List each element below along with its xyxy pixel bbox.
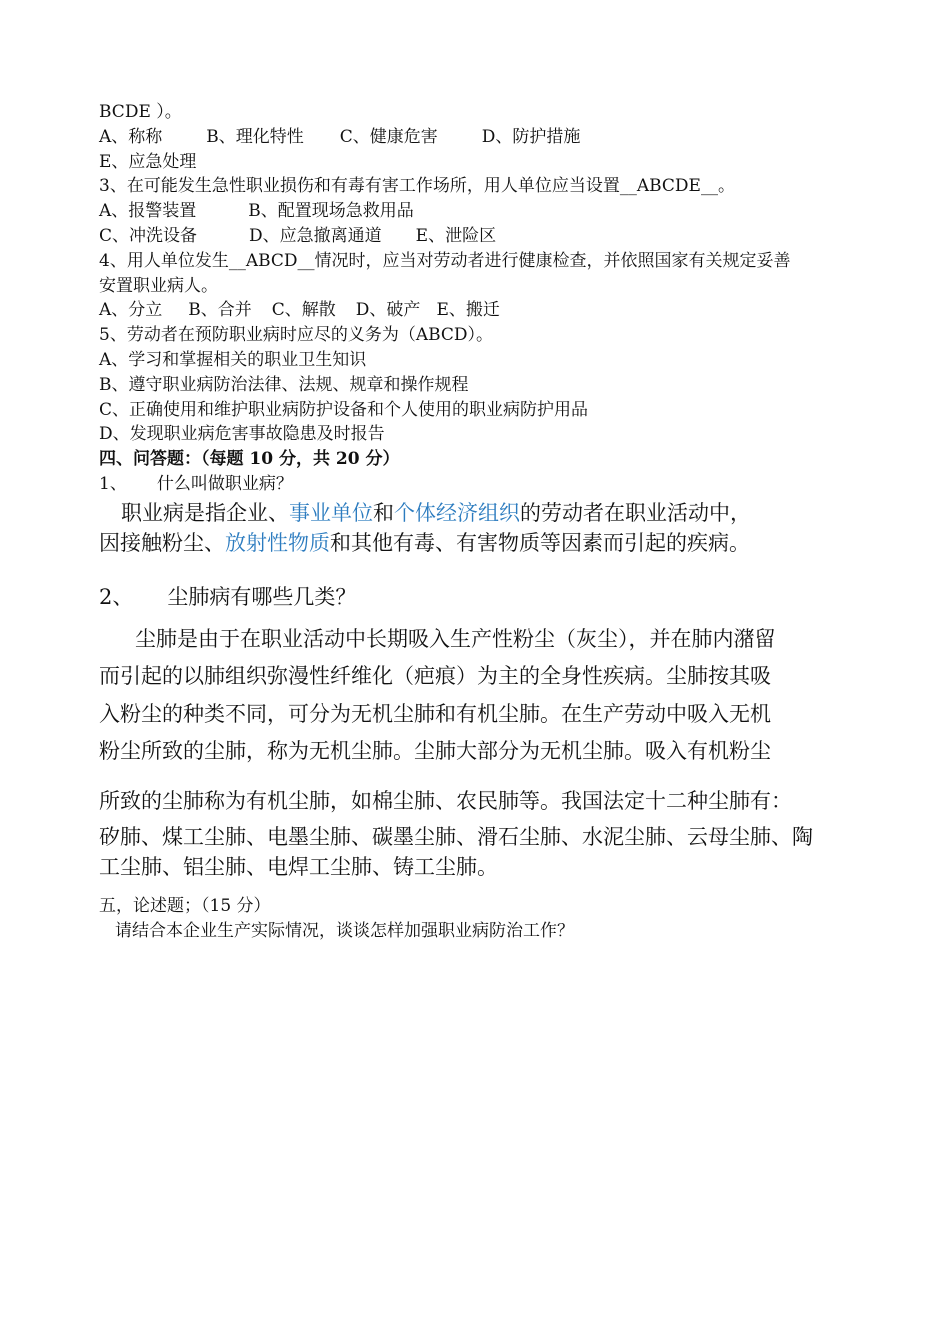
q3-option-b: B、配置现场急救用品 [248,201,414,222]
link-fangshexing-wuzhi[interactable]: 放射性物质 [225,530,330,555]
q2-option-e: E、应急处理 [99,151,197,172]
qa2-answer-line: 尘肺是由于在职业活动中长期吸入生产性粉尘（灰尘），并在肺内潴留 [135,626,776,651]
qa1-answer-text: 和 [373,500,394,525]
q3-text: 3、在可能发生急性职业损伤和有毒有害工作场所，用人单位应当设置__ABCDE__。 [99,176,735,197]
q2-tail: BCDE ）。 [99,102,182,122]
q3-option-c: C、冲洗设备 [99,225,198,246]
qa2-answer-line: 粉尘所致的尘肺，称为无机尘肺。尘肺大部分为无机尘肺。吸入有机粉尘 [99,739,771,764]
q2-option-d: D、防护措施 [481,126,581,147]
q3-options-row2 [99,224,869,249]
qa1-question-row [99,472,869,497]
q4-option-e: E、搬迁 [436,300,500,321]
qa1-answer-line2 [99,528,869,558]
qa2-answer [99,621,869,883]
section4-heading: 四、问答题：（每题 10 分，共 20 分） [99,449,400,470]
qa1-question: 什么叫做职业病？ [156,473,293,494]
qa2-answer-line: 所致的尘肺称为有机尘肺，如棉尘肺、农民肺等。我国法定十二种尘肺有： [99,788,792,813]
document-page [99,100,869,944]
q4-option-b: B、合并 [188,300,252,321]
q3-options-row1 [99,199,869,224]
qa2-question-row [99,582,869,612]
qa1-answer [99,498,869,528]
q4-option-c: C、解散 [271,300,336,321]
q5-option-b: B、遵守职业病防治法律、法规、规章和操作规程 [99,374,469,395]
q2-options-row1 [99,125,869,150]
qa2-answer-line: 矽肺、煤工尘肺、电墨尘肺、碳墨尘肺、滑石尘肺、水泥尘肺、云母尘肺、陶 [99,825,813,850]
qa1-answer-text: 的劳动者在职业活动中， [520,500,751,525]
q2-option-a: A、称称 [99,126,163,147]
q5-option-c: C、正确使用和维护职业病防护设备和个人使用的职业病防护用品 [99,399,589,420]
section5-question: 请结合本企业生产实际情况，谈谈怎样加强职业病防治工作？ [115,921,574,942]
qa1-answer-text: 因接触粉尘、 [99,530,225,555]
qa2-question: 尘肺病有哪些几类？ [167,584,357,609]
q4-option-d: D、破产 [355,300,421,321]
q3-option-e: E、泄险区 [415,225,497,246]
q2-option-b: B、理化特性 [206,126,304,147]
link-geti-jingji-zuzhi[interactable]: 个体经济组织 [394,500,520,525]
q2-option-c: C、健康危害 [339,126,438,147]
qa2-answer-line: 工尘肺、铝尘肺、电焊工尘肺、铸工尘肺。 [99,855,498,880]
q4-option-a: A、分立 [99,300,163,321]
qa2-answer-line: 而引起的以肺组织弥漫性纤维化（疤痕）为主的全身性疾病。尘肺按其吸 [99,664,771,689]
q5-text: 5、劳动者在预防职业病时应尽的义务为（ABCD）。 [99,325,494,346]
link-shiye-danwei[interactable]: 事业单位 [289,500,373,525]
q3-option-d: D、应急撤离通道 [249,225,382,246]
qa1-answer-text: 职业病是指企业、 [121,500,289,525]
q3-option-a: A、报警装置 [99,201,197,222]
q4-text-line1: 4、用人单位发生__ABCD__情况时，应当对劳动者进行健康检查，并依照国家有关规定妥善 [99,250,791,271]
qa2-answer-line: 入粉尘的种类不同，可分为无机尘肺和有机尘肺。在生产劳动中吸入无机 [99,701,771,726]
q4-text-line2: 安置职业病人。 [99,275,218,296]
qa1-answer-text: 和其他有毒、有害物质等因素而引起的疾病。 [330,530,750,555]
q5-option-d: D、发现职业病危害事故隐患及时报告 [99,424,385,445]
section5-heading: 五，论述题；（15 分） [99,896,271,917]
qa1-number: 1、 [99,473,127,494]
q4-options [99,298,869,323]
qa2-number: 2、 [99,584,134,609]
q5-option-a: A、学习和掌握相关的职业卫生知识 [99,349,367,370]
